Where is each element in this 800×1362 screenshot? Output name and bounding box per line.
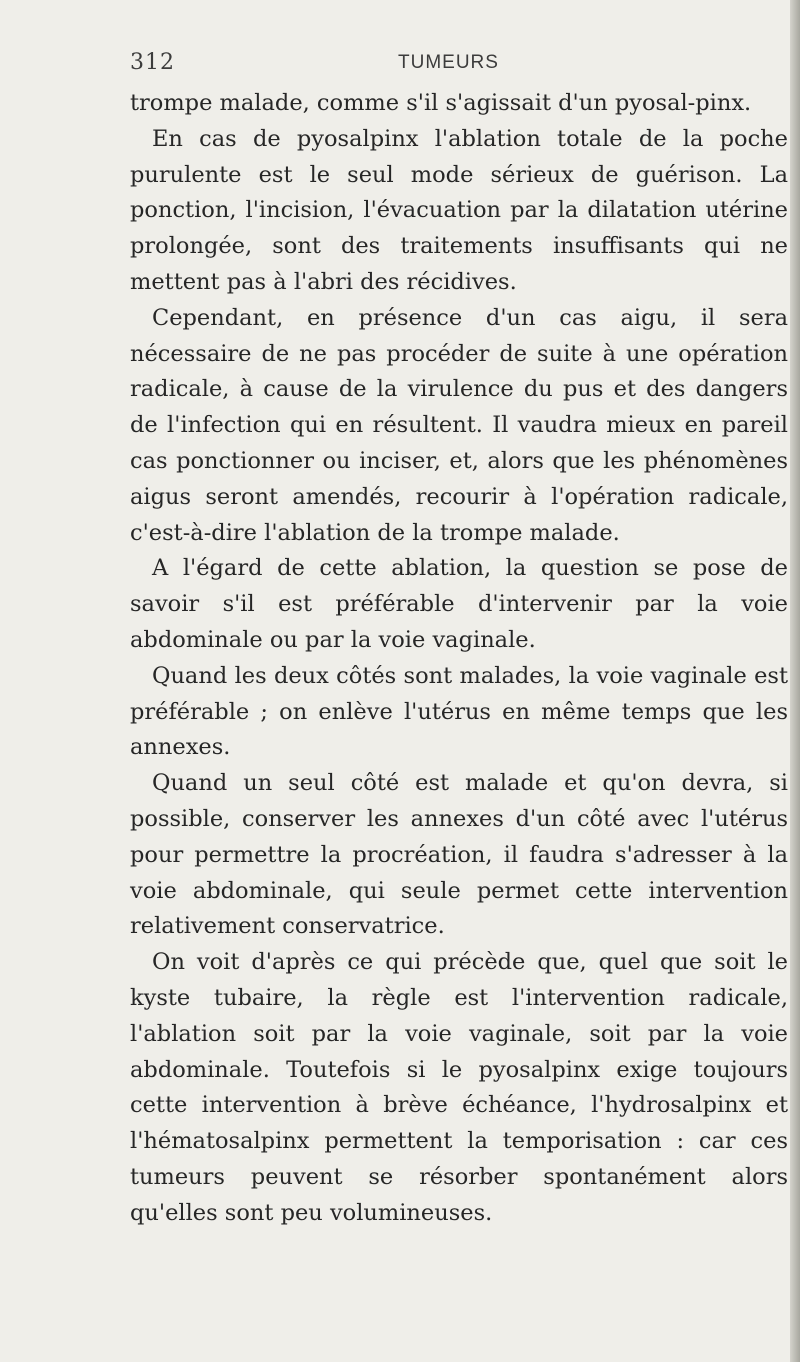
text-body bbox=[130, 86, 788, 1232]
page-header bbox=[0, 50, 800, 80]
paragraph-continued: trompe malade, comme s'il s'agissait d'un pyosal-pinx. bbox=[130, 90, 752, 116]
page-edge-shadow bbox=[790, 0, 800, 1362]
paragraph-conclusion: On voit d'après ce qui précède que, quel que soit le kyste tubaire, la règle est l'intervention radicale, l'ablation soit par la voie vaginale, soit par la voie abdominale. Toutefois si le pyosalpinx exige toujours cette intervention à brève échéance, l'hydrosalpinx et l'hématosalpinx permettent la temporisation : car ces tumeurs peuvent se résorber spontanément alors qu'elles sont peu volumineuses. bbox=[130, 949, 788, 1226]
paragraph-one-side: Quand un seul côté est malade et qu'on devra, si possible, conserver les annexes d'un côté avec l'utérus pour permettre la procréation, il faudra s'adresser à la voie abdominale, qui seule permet cette intervention relativement conservatrice. bbox=[130, 770, 788, 940]
paragraph-acute-case: Cependant, en présence d'un cas aigu, il sera nécessaire de ne pas procéder de suite à une opération radicale, à cause de la virulence du pus et des dangers de l'infection qui en résultent. Il vaudra mieux en pareil cas ponctionner ou inciser, et, alors que les phénomènes aigus seront amendés, recourir à l'opération radicale, c'est-à-dire l'ablation de la trompe malade. bbox=[130, 304, 788, 546]
running-title: TUMEURS bbox=[398, 52, 499, 73]
paragraph-pyosalpinx-treatment: En cas de pyosalpinx l'ablation totale de la poche purulente est le seul mode sérieux de guérison. La ponction, l'incision, l'évacuation par la dilatation utérine prolongée, sont des traitements insuffisants qui ne mettent pas à l'abri des récidives. bbox=[130, 125, 788, 295]
paragraph-ablation-route: A l'égard de cette ablation, la question se pose de savoir s'il est préférable d'intervenir par la voie abdominale ou par la voie vaginale. bbox=[130, 555, 788, 653]
paragraph-both-sides: Quand les deux côtés sont malades, la voie vaginale est préférable ; on enlève l'utérus en même temps que les annexes. bbox=[130, 662, 788, 761]
page-number: 312 bbox=[130, 50, 175, 75]
